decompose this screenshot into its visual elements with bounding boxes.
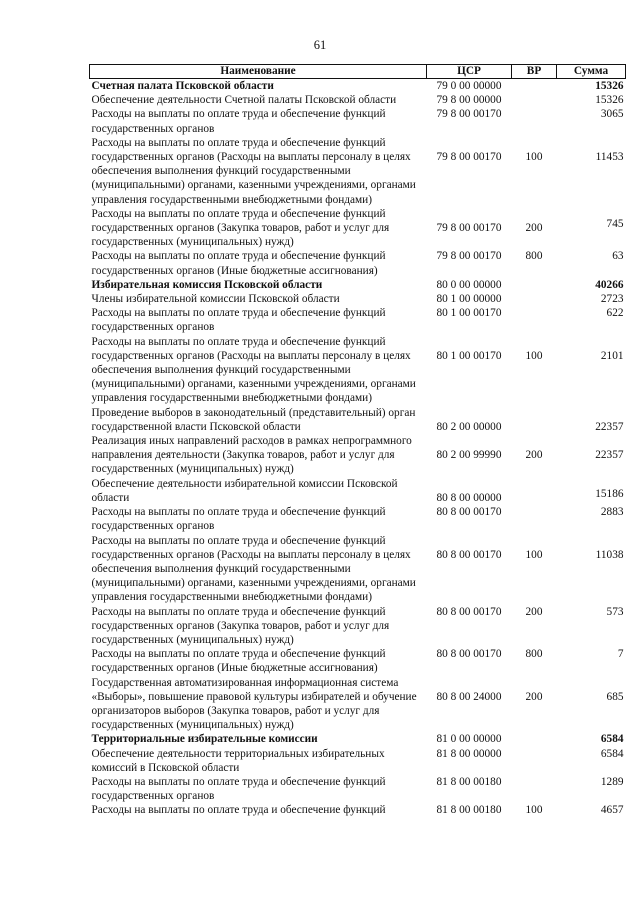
table-row bbox=[90, 93, 626, 107]
row-vr: 100 bbox=[525, 804, 543, 817]
column-header-name: Наименование bbox=[90, 65, 427, 79]
table-header bbox=[90, 65, 626, 79]
row-vr bbox=[512, 292, 557, 306]
row-sum: 685 bbox=[606, 690, 624, 703]
row-name: Территориальные избирательные комиссии bbox=[91, 733, 318, 746]
row-vr: 200 bbox=[525, 605, 543, 618]
table-row bbox=[90, 747, 626, 775]
table-row bbox=[90, 534, 626, 605]
row-vr bbox=[512, 306, 557, 334]
row-vr bbox=[512, 406, 557, 434]
row-vr bbox=[512, 747, 557, 775]
row-sum: 22357 bbox=[595, 449, 624, 462]
row-sum: 6584 bbox=[600, 747, 624, 760]
row-sum: 745 bbox=[606, 217, 624, 230]
table-row bbox=[90, 335, 626, 406]
row-csr: 80 8 00 00000 bbox=[436, 491, 502, 504]
table-row bbox=[90, 605, 626, 648]
row-sum: 40266 bbox=[595, 278, 624, 291]
row-vr bbox=[512, 278, 557, 292]
table-row bbox=[90, 775, 626, 803]
row-sum: 2723 bbox=[600, 293, 624, 306]
row-name: Государственная автоматизированная информационная система «Выборы», повышение правовой культуры избирателей и обучение организаторов выборов (Закупка товаров, работ и услуг для государственных (муниципальных) нужд) bbox=[91, 676, 417, 732]
row-sum: 2883 bbox=[600, 506, 624, 519]
row-vr bbox=[512, 775, 557, 803]
row-csr: 79 8 00 00000 bbox=[436, 94, 502, 107]
row-csr: 80 8 00 00170 bbox=[436, 648, 502, 661]
table-row bbox=[90, 647, 626, 675]
row-vr: 200 bbox=[525, 690, 543, 703]
table-row bbox=[90, 292, 626, 306]
row-name: Счетная палата Псковской области bbox=[91, 80, 274, 92]
row-name: Расходы на выплаты по оплате труда и обеспечение функций государственных органов (Закупка товаров, работ и услуг для государственных (муниципальных) нужд) bbox=[91, 605, 390, 646]
table-row bbox=[90, 249, 626, 277]
row-sum: 3065 bbox=[600, 108, 624, 121]
row-csr: 80 0 00 00000 bbox=[436, 278, 502, 291]
row-name: Проведение выборов в законодательный (представительный) орган государственной власти Псковской области bbox=[91, 406, 416, 433]
row-sum: 63 bbox=[612, 250, 624, 263]
table-body bbox=[90, 79, 626, 818]
row-name: Обеспечение деятельности избирательной комиссии Псковской области bbox=[91, 477, 398, 504]
row-name: Расходы на выплаты по оплате труда и обеспечение функций государственных органов bbox=[91, 506, 386, 533]
row-vr: 200 bbox=[525, 221, 543, 234]
table-row bbox=[90, 434, 626, 477]
row-csr: 80 8 00 24000 bbox=[436, 690, 502, 703]
table-row bbox=[90, 79, 626, 94]
row-sum: 622 bbox=[606, 307, 624, 320]
row-vr: 100 bbox=[525, 349, 543, 362]
row-sum: 6584 bbox=[600, 733, 624, 746]
row-csr: 80 1 00 00170 bbox=[436, 349, 502, 362]
row-name: Расходы на выплаты по оплате труда и обеспечение функций государственных органов (Расходы на выплаты персоналу в целях обеспечения выполнения функций государственными (муниципальными) органами, казенными учреждениями, органами управления государственными внебюджетными фондами) bbox=[91, 534, 416, 604]
table-row bbox=[90, 406, 626, 434]
row-vr bbox=[512, 732, 557, 746]
row-vr bbox=[512, 477, 557, 505]
row-sum: 573 bbox=[606, 605, 624, 618]
row-vr: 800 bbox=[525, 648, 543, 661]
row-csr: 81 8 00 00180 bbox=[436, 775, 502, 788]
row-name: Расходы на выплаты по оплате труда и обеспечение функций государственных органов bbox=[91, 775, 386, 803]
table-row bbox=[90, 676, 626, 733]
row-name: Расходы на выплаты по оплате труда и обеспечение функций государственных органов (Иные бюджетные ассигнования) bbox=[91, 250, 386, 277]
row-name: Расходы на выплаты по оплате труда и обеспечение функций государственных органов (Расходы на выплаты персоналу в целях обеспечения выполнения функций государственными (муниципальными) органами, казенными учреждениями, органами управления государственными внебюджетными фондами) bbox=[91, 136, 416, 206]
row-name: Обеспечение деятельности территориальных избирательных комиссий в Псковской области bbox=[91, 747, 385, 774]
table-row bbox=[90, 505, 626, 533]
row-name: Реализация иных направлений расходов в рамках непрограммного направления деятельности (Закупка товаров, работ и услуг для государственных (муниципальных) нужд) bbox=[91, 435, 412, 476]
row-csr: 80 1 00 00170 bbox=[436, 307, 502, 320]
row-sum: 7 bbox=[617, 648, 624, 661]
page-number: 61 bbox=[313, 38, 327, 52]
row-csr: 80 8 00 00170 bbox=[436, 548, 502, 561]
row-vr bbox=[512, 93, 557, 107]
table-row bbox=[90, 278, 626, 292]
row-name: Расходы на выплаты по оплате труда и обеспечение функций государственных органов bbox=[91, 108, 386, 135]
row-sum: 11453 bbox=[595, 150, 624, 163]
row-sum: 15186 bbox=[595, 487, 624, 500]
row-name: Обеспечение деятельности Счетной палаты Псковской области bbox=[91, 94, 397, 107]
table-row bbox=[90, 107, 626, 135]
row-name: Расходы на выплаты по оплате труда и обеспечение функций государственных органов (Закупка товаров, работ и услуг для государственных (муниципальных) нужд) bbox=[91, 207, 390, 249]
column-header-vr: ВР bbox=[512, 65, 557, 79]
row-vr bbox=[512, 505, 557, 533]
table-row bbox=[90, 803, 626, 817]
row-sum: 15326 bbox=[595, 94, 624, 107]
row-csr: 80 2 00 99990 bbox=[436, 449, 502, 462]
row-csr: 79 8 00 00170 bbox=[436, 150, 502, 163]
row-name: Члены избирательной комиссии Псковской области bbox=[91, 293, 340, 306]
row-sum: 4657 bbox=[600, 804, 624, 817]
row-csr: 80 8 00 00170 bbox=[436, 506, 502, 519]
row-csr: 80 2 00 00000 bbox=[436, 420, 502, 433]
column-header-sum: Сумма bbox=[557, 65, 626, 79]
row-sum: 2101 bbox=[600, 349, 624, 362]
row-csr: 81 8 00 00000 bbox=[436, 747, 502, 760]
row-name: Расходы на выплаты по оплате труда и обеспечение функций государственных органов (Иные бюджетные ассигнования) bbox=[91, 648, 386, 675]
row-sum: 1289 bbox=[600, 775, 624, 788]
table-row bbox=[90, 306, 626, 334]
table-row bbox=[90, 136, 626, 207]
row-csr: 80 8 00 00170 bbox=[436, 605, 502, 618]
row-vr: 200 bbox=[525, 449, 543, 462]
row-name: Расходы на выплаты по оплате труда и обеспечение функций bbox=[91, 804, 386, 817]
row-vr: 800 bbox=[525, 250, 543, 263]
row-csr: 81 8 00 00180 bbox=[436, 804, 502, 817]
row-csr: 79 8 00 00170 bbox=[436, 221, 502, 234]
row-vr bbox=[512, 79, 557, 94]
row-sum: 15326 bbox=[595, 80, 624, 92]
column-header-csr: ЦСР bbox=[427, 65, 512, 79]
row-vr: 100 bbox=[525, 548, 543, 561]
row-vr: 100 bbox=[525, 150, 543, 163]
row-sum: 11038 bbox=[595, 548, 624, 561]
row-name: Избирательная комиссия Псковской области bbox=[91, 278, 323, 291]
row-csr: 80 1 00 00000 bbox=[436, 293, 502, 306]
row-csr: 79 8 00 00170 bbox=[436, 108, 502, 121]
row-sum: 22357 bbox=[595, 420, 624, 433]
row-csr: 79 0 00 00000 bbox=[436, 80, 502, 92]
row-csr: 79 8 00 00170 bbox=[436, 250, 502, 263]
row-csr: 81 0 00 00000 bbox=[436, 733, 502, 746]
table-row bbox=[90, 477, 626, 505]
table-row bbox=[90, 207, 626, 250]
table-row bbox=[90, 732, 626, 746]
row-name: Расходы на выплаты по оплате труда и обеспечение функций государственных органов bbox=[91, 307, 386, 334]
row-vr bbox=[512, 107, 557, 135]
budget-table bbox=[89, 64, 626, 818]
row-name: Расходы на выплаты по оплате труда и обеспечение функций государственных органов (Расходы на выплаты персоналу в целях обеспечения выполнения функций государственными (муниципальными) органами, казенными учреждениями, органами управления государственными внебюджетными фондами) bbox=[91, 335, 416, 405]
